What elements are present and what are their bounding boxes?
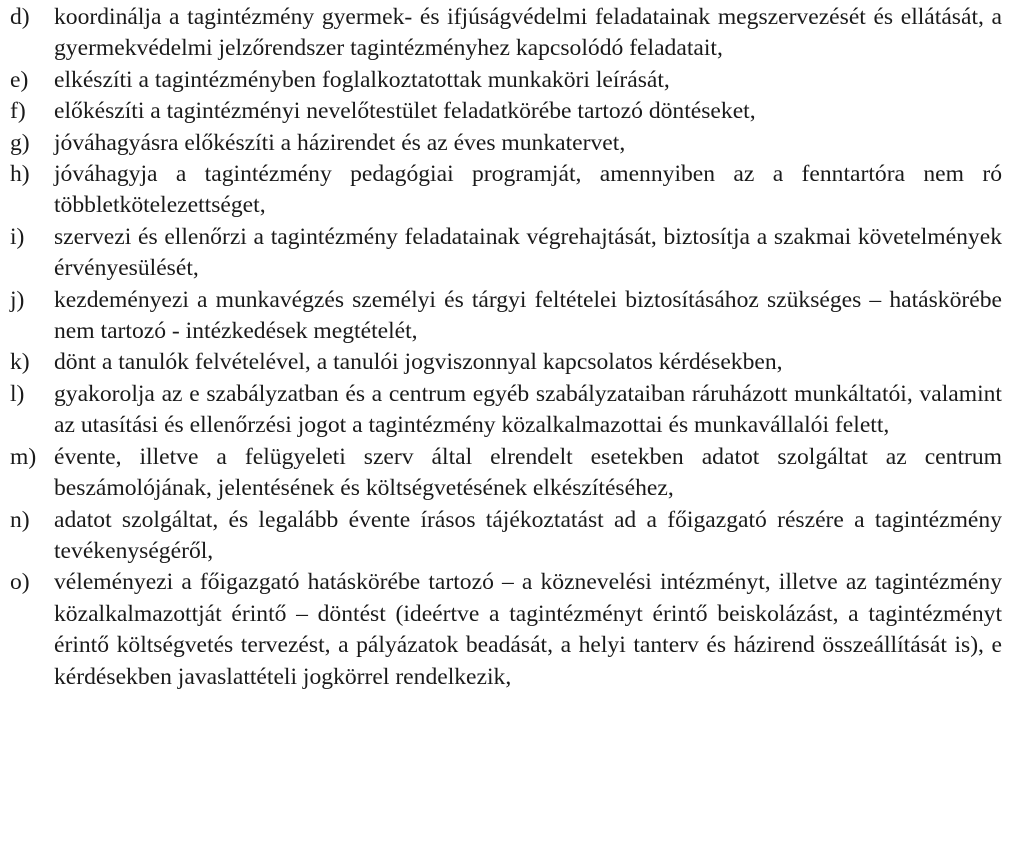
list-marker: k)	[10, 349, 30, 376]
list-item-text: szervezi és ellenőrzi a tagintézmény feladatainak végrehajtását, biztosítja a szakmai követelmények érvényesülését,	[54, 223, 1002, 282]
list-marker: n)	[10, 506, 30, 533]
list-item-h	[10, 159, 1002, 222]
list-item-d	[10, 2, 1002, 65]
list-item-n	[10, 505, 1002, 568]
list-marker: o)	[10, 569, 30, 596]
list-item-f	[10, 96, 1002, 127]
list-marker: l)	[10, 380, 25, 407]
list-marker: g)	[10, 129, 30, 156]
list-marker: i)	[10, 223, 25, 250]
list-marker: j)	[10, 286, 25, 313]
list-marker: e)	[10, 66, 29, 93]
list-item-m	[10, 442, 1002, 505]
list-item-text: koordinálja a tagintézmény gyermek- és ifjúságvédelmi feladatainak megszervezését és ellátását, a gyermekvédelmi jelzőrendszer tagintézményhez kapcsolódó feladatait,	[54, 4, 1002, 62]
list-item-text: gyakorolja az e szabályzatban és a centrum egyéb szabályzataiban ráruházott munkáltatói, valamint az utasítási és ellenőrzési jogot a tagintézmény közalkalmazottai és munkavállalói felett,	[54, 380, 1002, 439]
list-item-e	[10, 65, 1002, 96]
list-item-j	[10, 285, 1002, 348]
list-item-text: jóváhagyásra előkészíti a házirendet és az éves munkatervet,	[54, 129, 626, 156]
list-item-text: véleményezi a főigazgató hatáskörébe tartozó – a köznevelési intézményt, illetve az tagintézmény közalkalmazottját érintő – döntést (ideértve a tagintézményt érintő beiskolázást, a tagintézményt érintő költségvetés tervezést, a pályázatok beadását, a helyi tanterv és házirend összeállítását is), e kérdésekben javaslattételi jogkörrel rendelkezik,	[54, 569, 1002, 690]
list-item-text: adatot szolgáltat, és legalább évente írásos tájékoztatást ad a főigazgató részére a tagintézmény tevékenységéről,	[54, 506, 1002, 564]
list-item-text: kezdeményezi a munkavégzés személyi és tárgyi feltételei biztosításához szükséges – hatáskörébe nem tartozó - intézkedések megtételét,	[54, 286, 1002, 345]
list-item-g	[10, 128, 1002, 159]
list-item-text: dönt a tanulók felvételével, a tanulói jogviszonnyal kapcsolatos kérdésekben,	[54, 349, 783, 376]
list-item-text: évente, illetve a felügyeleti szerv által elrendelt esetekben adatot szolgáltat az centrum beszámolójának, jelentésének és költségvetésének elkészítéséhez,	[54, 443, 1002, 502]
list-item-text: jóváhagyja a tagintézmény pedagógiai programját, amennyiben az a fenntartóra nem ró többletkötelezettséget,	[54, 161, 1002, 219]
list-item-o	[10, 567, 1002, 693]
list-marker: f)	[10, 98, 26, 125]
list-item-text: elkészíti a tagintézményben foglalkoztatottak munkaköri leírását,	[54, 66, 670, 93]
list-item-l	[10, 379, 1002, 442]
list-item-i	[10, 222, 1002, 285]
list-item-k	[10, 347, 1002, 378]
list-marker: h)	[10, 161, 30, 188]
list-marker: d)	[10, 4, 30, 30]
list-item-text: előkészíti a tagintézményi nevelőtestület feladatkörébe tartozó döntéseket,	[54, 98, 756, 125]
list-marker: m)	[10, 443, 37, 470]
